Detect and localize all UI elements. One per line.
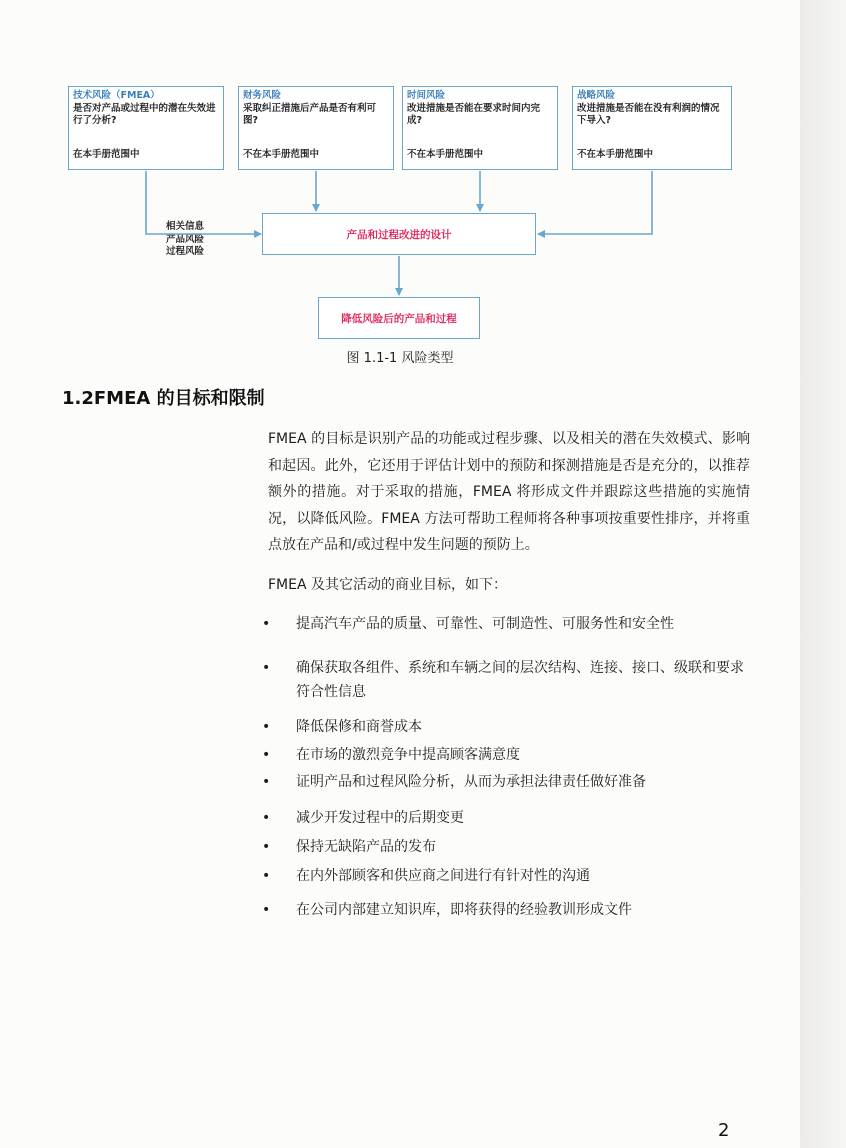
- page-edge: [800, 0, 846, 1148]
- side-label-info: 相关信息: [166, 221, 205, 232]
- risk-box-title: 时间风险: [407, 90, 446, 101]
- risk-box-title: 财务风险: [243, 90, 282, 101]
- list-item: • 提高汽车产品的质量、可靠性、可制造性、可服务性和安全性: [262, 612, 747, 636]
- arrow-strategic: [538, 171, 652, 234]
- risk-box-title: 技术风险（FMEA）: [73, 90, 160, 101]
- section-number: 1.2: [62, 388, 94, 409]
- arrow-technical: [146, 171, 261, 234]
- list-item: • 确保获取各组件、系统和车辆之间的层次结构、连接、接口、级联和要求符合性信息: [262, 656, 747, 704]
- paragraph-objectives: FMEA 的目标是识别产品的功能或过程步骤、以及相关的潜在失效模式、影响和起因。此外，它还用于评估计划中的预防和探测措施是否是充分的，以推荐额外的措施。对于采取的措施，FMEA 将形成文件并跟踪这些措施的实施情况，以降低风险。FMEA 方法可帮助工程师将各种事项按重要性排序，并将重点放在产品和/或过程中发生问题的预防上。: [268, 431, 750, 553]
- risk-box-scope: 不在本手册范围中: [577, 148, 654, 160]
- list-item: • 在公司内部建立知识库，即将获得的经验教训形成文件: [262, 898, 747, 922]
- list-item: • 在市场的激烈竞争中提高顾客满意度: [262, 743, 747, 767]
- list-item: • 证明产品和过程风险分析，从而为承担法律责任做好准备: [262, 770, 747, 794]
- section-title: [62, 384, 265, 410]
- list-item: • 减少开发过程中的后期变更: [262, 806, 747, 830]
- diagram-arrows: [0, 0, 800, 360]
- bullet-icon: •: [262, 747, 271, 763]
- side-label-process-risk: 过程风险: [166, 246, 205, 257]
- bullet-icon: •: [262, 719, 271, 735]
- side-label-product-risk: 产品风险: [166, 233, 205, 245]
- bullet-icon: •: [262, 774, 271, 790]
- reduced-risk-box: 降低风险后的产品和过程: [318, 297, 480, 339]
- risk-box-question: 改进措施是否能在没有利润的情况下导入?: [577, 102, 720, 126]
- design-improvement-box: 产品和过程改进的设计: [262, 213, 536, 255]
- risk-box-title: 战略风险: [577, 90, 616, 101]
- risk-box-question: 采取纠正措施后产品是否有利可图?: [243, 102, 377, 126]
- bullet-icon: •: [262, 868, 271, 884]
- list-item: • 在内外部顾客和供应商之间进行有针对性的沟通: [262, 864, 747, 888]
- risk-box-scope: 不在本手册范围中: [407, 148, 484, 160]
- risk-box-scope: 在本手册范围中: [73, 148, 140, 160]
- bullet-icon: •: [262, 902, 271, 918]
- list-item: • 保持无缺陷产品的发布: [262, 835, 747, 859]
- paragraph-business-goals: FMEA 及其它活动的商业目标，如下：: [268, 577, 508, 593]
- section-heading: FMEA 的目标和限制: [93, 388, 265, 409]
- list-item: • 降低保修和商誉成本: [262, 715, 747, 739]
- bullet-icon: •: [262, 660, 271, 676]
- risk-box-scope: 不在本手册范围中: [243, 148, 320, 160]
- page-number: 2: [718, 1120, 730, 1141]
- bullet-icon: •: [262, 839, 271, 855]
- figure-caption: 图 1.1-1 风险类型: [346, 351, 454, 366]
- risk-box-question: 是否对产品或过程中的潜在失效进行了分析?: [73, 102, 216, 126]
- bullet-icon: •: [262, 810, 271, 826]
- bullet-icon: •: [262, 616, 271, 632]
- risk-box-question: 改进措施是否能在要求时间内完成?: [407, 102, 541, 126]
